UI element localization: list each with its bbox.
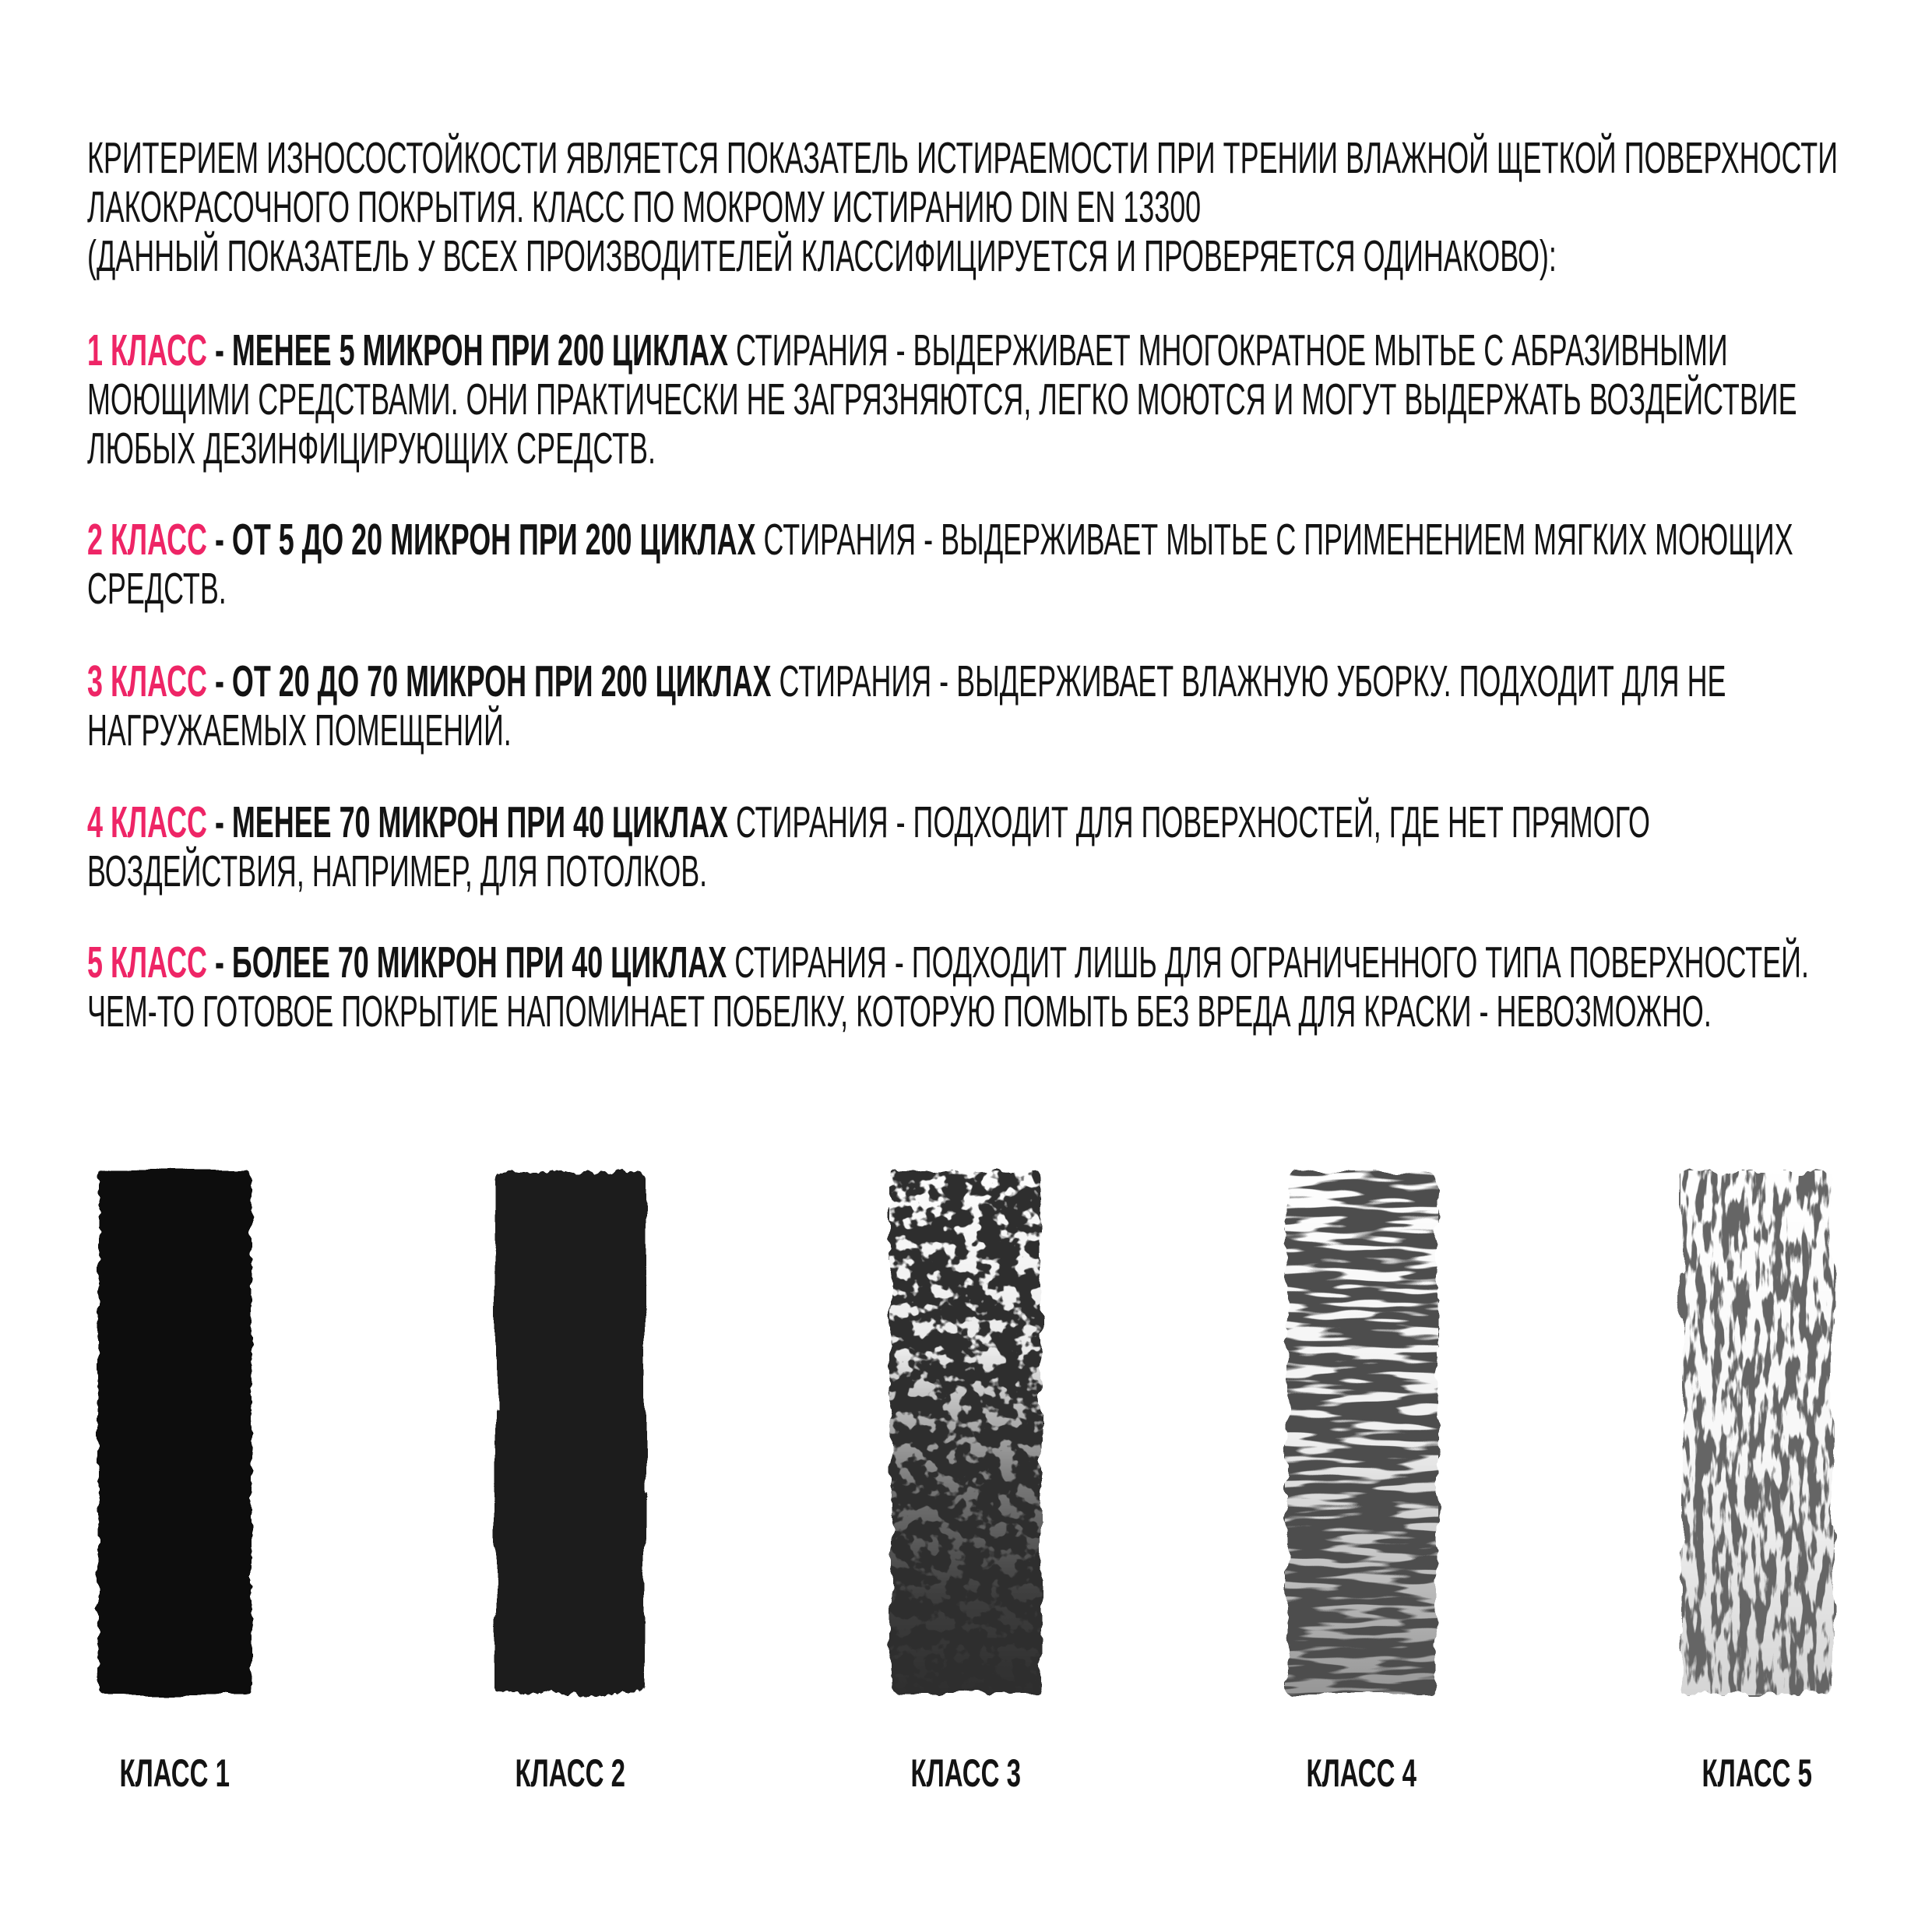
section-1-line-3: ЛЮБЫХ ДЕЗИНФИЦИРУЮЩИХ СРЕДСТВ. — [87, 424, 656, 473]
swatch-label-3: КЛАСС 3 — [910, 1751, 1022, 1795]
section-1-line-1 — [87, 326, 1883, 375]
swatch-cell-2 — [483, 1164, 658, 1793]
swatch-class-3-image — [878, 1164, 1054, 1701]
swatch-cell-1 — [87, 1164, 262, 1793]
class-1-bold-text: - МЕНЕЕ 5 МИКРОН ПРИ 200 ЦИКЛАХ — [214, 326, 728, 375]
swatch-class-1-image — [87, 1164, 262, 1701]
section-class-4 — [87, 798, 1932, 896]
section-5-line-2: ЧЕМ-ТО ГОТОВОЕ ПОКРЫТИЕ НАПОМИНАЕТ ПОБЕЛКУ, КОТОРУЮ ПОМЫТЬ БЕЗ ВРЕДА ДЛЯ КРАСКИ - НЕВОЗМОЖНО. — [87, 987, 1712, 1036]
section-3-line-2: НАГРУЖАЕМЫХ ПОМЕЩЕНИЙ. — [87, 706, 512, 755]
class-1-rest-text: СТИРАНИЯ - ВЫДЕРЖИВАЕТ МНОГОКРАТНОЕ МЫТЬЕ С АБРАЗИВНЫМИ — [727, 326, 1728, 375]
class-2-label: 2 КЛАСС — [87, 515, 207, 565]
class-3-rest-text: СТИРАНИЯ - ВЫДЕРЖИВАЕТ ВЛАЖНУЮ УБОРКУ. ПОДХОДИТ ДЛЯ НЕ — [771, 656, 1726, 706]
section-2-line-2: СРЕДСТВ. — [87, 564, 227, 614]
swatch-class-5-image — [1670, 1164, 1845, 1701]
swatch-row — [87, 1164, 1845, 1793]
class-4-label: 4 КЛАСС — [87, 797, 207, 847]
intro-line-1: КРИТЕРИЕМ ИЗНОСОСТОЙКОСТИ ЯВЛЯЕТСЯ ПОКАЗАТЕЛЬ ИСТИРАЕМОСТИ ПРИ ТРЕНИИ ВЛАЖНОЙ ЩЕТКОЙ ПОВЕРХНОСТИ — [87, 133, 1839, 183]
swatch-cell-4 — [1274, 1164, 1449, 1793]
class-4-rest-text: СТИРАНИЯ - ПОДХОДИТ ДЛЯ ПОВЕРХНОСТЕЙ, ГДЕ НЕТ ПРЯМОГО — [727, 797, 1650, 847]
swatch-class-4-image — [1274, 1164, 1449, 1701]
section-1-line-2: МОЮЩИМИ СРЕДСТВАМИ. ОНИ ПРАКТИЧЕСКИ НЕ ЗАГРЯЗНЯЮТСЯ, ЛЕГКО МОЮТСЯ И МОГУТ ВЫДЕРЖАТЬ ВОЗДЕЙСТВИЕ — [87, 375, 1797, 424]
class-2-rest-text: СТИРАНИЯ - ВЫДЕРЖИВАЕТ МЫТЬЕ С ПРИМЕНЕНИЕМ МЯГКИХ МОЮЩИХ — [755, 515, 1793, 565]
section-2-line-1 — [87, 516, 1883, 565]
section-4-line-2: ВОЗДЕЙСТВИЯ, НАПРИМЕР, ДЛЯ ПОТОЛКОВ. — [87, 846, 708, 896]
class-5-bold-text: - БОЛЕЕ 70 МИКРОН ПРИ 40 ЦИКЛАХ — [214, 938, 727, 987]
section-4-line-1 — [87, 798, 1883, 847]
swatch-cell-3 — [878, 1164, 1054, 1793]
section-5-line-1 — [87, 938, 1883, 987]
section-3-line-1 — [87, 657, 1883, 706]
class-2-bold-text: - ОТ 5 ДО 20 МИКРОН ПРИ 200 ЦИКЛАХ — [214, 515, 756, 565]
class-5-label: 5 КЛАСС — [87, 938, 207, 987]
intro-line-3: (ДАННЫЙ ПОКАЗАТЕЛЬ У ВСЕХ ПРОИЗВОДИТЕЛЕЙ КЛАССИФИЦИРУЕТСЯ И ПРОВЕРЯЕТСЯ ОДИНАКОВО): — [87, 231, 1557, 281]
swatch-label-5: КЛАСС 5 — [1701, 1751, 1813, 1795]
swatch-label-1: КЛАСС 1 — [119, 1751, 231, 1795]
swatch-label-4: КЛАСС 4 — [1306, 1751, 1417, 1795]
swatch-label-2: КЛАСС 2 — [515, 1751, 626, 1795]
intro-paragraph — [87, 134, 1932, 281]
section-class-2 — [87, 516, 1932, 614]
swatch-cell-5 — [1670, 1164, 1845, 1793]
section-class-3 — [87, 657, 1932, 755]
section-class-1 — [87, 326, 1932, 473]
swatch-class-2-image — [483, 1164, 658, 1701]
class-3-bold-text: - ОТ 20 ДО 70 МИКРОН ПРИ 200 ЦИКЛАХ — [214, 656, 772, 706]
section-class-5 — [87, 938, 1932, 1036]
class-3-label: 3 КЛАСС — [87, 656, 207, 706]
intro-line-2: ЛАКОКРАСОЧНОГО ПОКРЫТИЯ. КЛАСС ПО МОКРОМУ ИСТИРАНИЮ DIN EN 13300 — [87, 182, 1202, 232]
class-5-rest-text: СТИРАНИЯ - ПОДХОДИТ ЛИШЬ ДЛЯ ОГРАНИЧЕННОГО ТИПА ПОВЕРХНОСТЕЙ. — [727, 938, 1809, 987]
class-1-label: 1 КЛАСС — [87, 326, 207, 375]
class-4-bold-text: - МЕНЕЕ 70 МИКРОН ПРИ 40 ЦИКЛАХ — [214, 797, 728, 847]
